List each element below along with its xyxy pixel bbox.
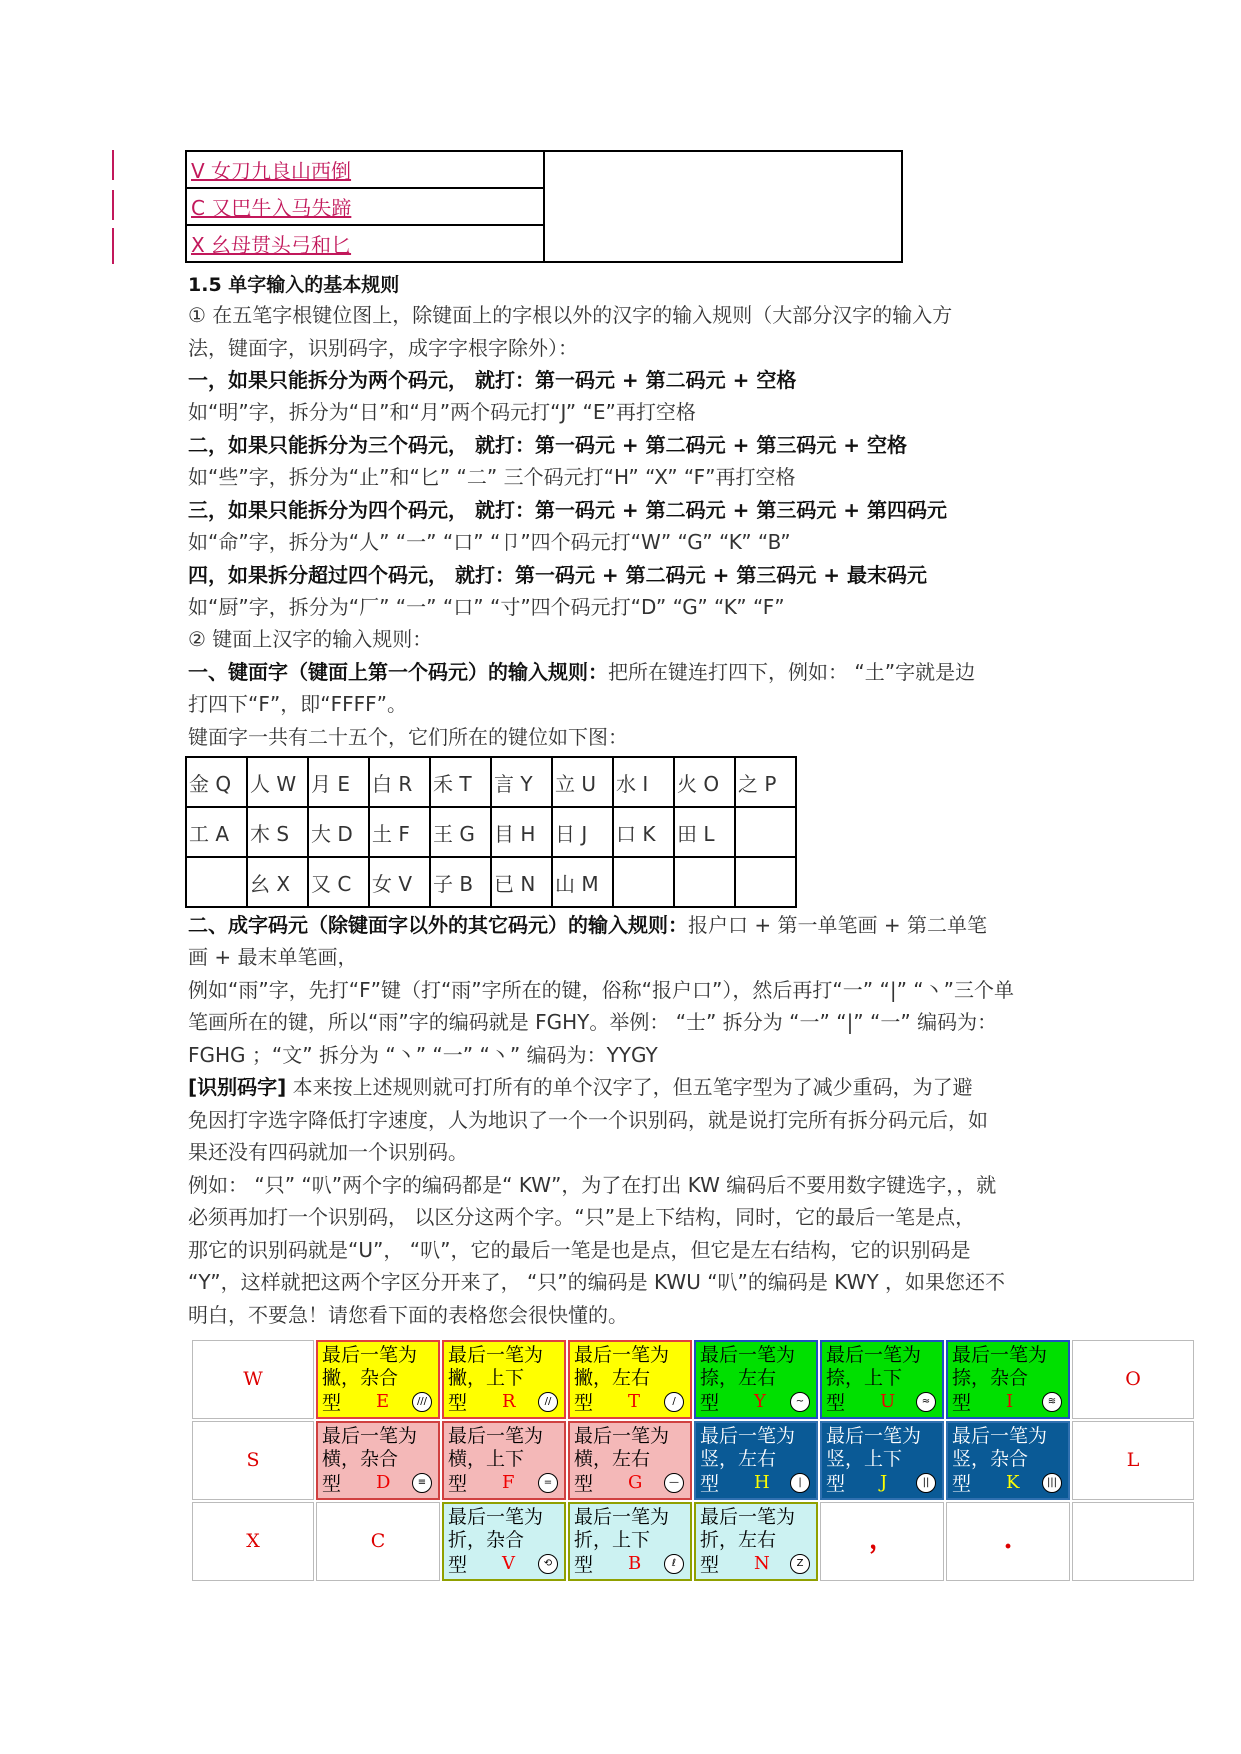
key-cell: 子 B bbox=[430, 857, 491, 907]
stroke-desc-line2: 折，杂合 bbox=[448, 1529, 525, 1551]
key-letter: H bbox=[754, 1472, 770, 1493]
key-label: S bbox=[246, 1449, 260, 1471]
key-label: . bbox=[1003, 1525, 1013, 1555]
stroke-circle-icon: ≋ bbox=[1042, 1392, 1062, 1412]
key-letter: K bbox=[1006, 1472, 1020, 1493]
type-label: 型 bbox=[952, 1392, 972, 1414]
rule-heading: 一，如果只能拆分为两个码元， 就打：第一码元 + 第二码元 + 空格 bbox=[188, 368, 797, 392]
key-cell bbox=[186, 857, 247, 907]
key-label: L bbox=[1126, 1449, 1140, 1471]
stroke-desc-line2: 横，左右 bbox=[574, 1448, 651, 1470]
stroke-circle-icon: ≡ bbox=[412, 1473, 432, 1493]
stroke-type-cell bbox=[946, 1340, 1070, 1419]
rule-heading: 二，如果只能拆分为三个码元， 就打：第一码元 + 第二码元 + 第三码元 + 空格 bbox=[188, 433, 908, 457]
key-cell: 日 J bbox=[552, 807, 613, 857]
key-label: C bbox=[370, 1530, 386, 1552]
key-label: W bbox=[243, 1368, 263, 1390]
key-cell: 女 V bbox=[369, 857, 430, 907]
stroke-desc-line1: 最后一笔为 bbox=[952, 1425, 1048, 1447]
mnemonic-link-x[interactable]: X 幺母贯头弓和匕 bbox=[191, 233, 352, 257]
table-cell bbox=[186, 225, 544, 262]
paragraph-line: “Y”，这样就把这两个字区分开来了， “只”的编码是 KWU “叭”的编码是 KWY ，如果您还不 bbox=[188, 1270, 1006, 1294]
stroke-type-cell bbox=[568, 1502, 692, 1581]
stroke-type-cell bbox=[316, 1421, 440, 1500]
key-cell: 田 L bbox=[674, 807, 735, 857]
type-label: 型 bbox=[700, 1392, 720, 1414]
punctuation-key-cell bbox=[946, 1502, 1070, 1581]
key-letter: E bbox=[376, 1391, 390, 1412]
key-label-cell bbox=[316, 1502, 440, 1581]
stroke-desc-line1: 最后一笔为 bbox=[322, 1425, 418, 1447]
key-cell: 金 Q bbox=[186, 757, 247, 807]
stroke-desc-line1: 最后一笔为 bbox=[448, 1344, 544, 1366]
key-cell bbox=[674, 857, 735, 907]
key-letter: J bbox=[880, 1472, 888, 1493]
paragraph-line: ① 在五笔字根键位图上，除键面上的字根以外的汉字的输入规则（大部分汉字的输入方 bbox=[188, 303, 953, 327]
stroke-desc-line2: 捺，杂合 bbox=[952, 1367, 1029, 1389]
key-label-cell bbox=[1072, 1502, 1194, 1581]
stroke-desc-line1: 最后一笔为 bbox=[700, 1344, 796, 1366]
identification-code-table bbox=[190, 1338, 1196, 1583]
stroke-desc-line2: 横，上下 bbox=[448, 1448, 525, 1470]
paragraph-line: 例如“雨”字，先打“F”键（打“雨”字所在的键，俗称“报户口”），然后再打“一” “|” “丶”三个单 bbox=[188, 978, 1015, 1002]
stroke-desc-line2: 撇，左右 bbox=[574, 1367, 651, 1389]
key-letter: R bbox=[502, 1391, 516, 1412]
key-cell: 人 W bbox=[247, 757, 308, 807]
stroke-type-cell bbox=[694, 1340, 818, 1419]
keyface-char-table bbox=[185, 756, 797, 908]
key-cell: 口 K bbox=[613, 807, 674, 857]
paragraph-line: FGHG ；“文” 拆分为 “丶” “一” “丶” 编码为：YYGY bbox=[188, 1043, 658, 1067]
key-cell: 之 P bbox=[735, 757, 796, 807]
key-cell: 禾 T bbox=[430, 757, 491, 807]
table-cell bbox=[186, 188, 544, 225]
key-cell: 土 F bbox=[369, 807, 430, 857]
key-cell bbox=[735, 807, 796, 857]
radical-mnemonic-table bbox=[185, 150, 903, 263]
type-label: 型 bbox=[322, 1473, 342, 1495]
shibie-heading: [识别码字] bbox=[188, 1075, 287, 1099]
paragraph-line bbox=[188, 1072, 973, 1102]
key-label: O bbox=[1125, 1368, 1141, 1390]
key-cell: 火 O bbox=[674, 757, 735, 807]
key-cell: 言 Y bbox=[491, 757, 552, 807]
stroke-circle-icon: ⟲ bbox=[538, 1554, 558, 1574]
key-letter: I bbox=[1006, 1391, 1014, 1412]
key-letter: B bbox=[628, 1553, 642, 1574]
key-letter: D bbox=[376, 1472, 391, 1493]
type-label: 型 bbox=[700, 1554, 720, 1576]
stroke-desc-line2: 折，左右 bbox=[700, 1529, 777, 1551]
key-label-cell bbox=[1072, 1421, 1194, 1500]
stroke-circle-icon: / bbox=[664, 1392, 684, 1412]
type-label: 型 bbox=[448, 1392, 468, 1414]
mnemonic-link-c[interactable]: C 又巴牛入马失蹄 bbox=[191, 196, 352, 220]
paragraph-line: 必须再加打一个识别码， 以区分这两个字。“只”是上下结构，同时，它的最后一笔是点， bbox=[188, 1205, 976, 1229]
stroke-circle-icon: — bbox=[664, 1473, 684, 1493]
stroke-type-cell bbox=[316, 1340, 440, 1419]
stroke-desc-line1: 最后一笔为 bbox=[826, 1425, 922, 1447]
paragraph-line: 那它的识别码就是“U”， “叭”，它的最后一笔是也是点，但它是左右结构，它的识别码是 bbox=[188, 1238, 971, 1262]
key-label-cell bbox=[192, 1502, 314, 1581]
paragraph-line: 明白，不要急！请您看下面的表格您会很快懂的。 bbox=[188, 1303, 628, 1327]
paragraph-line: 画 + 最末单笔画， bbox=[188, 945, 358, 969]
stroke-desc-line1: 最后一笔为 bbox=[448, 1425, 544, 1447]
type-label: 型 bbox=[574, 1392, 594, 1414]
stroke-desc-line1: 最后一笔为 bbox=[574, 1506, 670, 1528]
rule-heading: 三，如果只能拆分为四个码元， 就打：第一码元 + 第二码元 + 第三码元 + 第四码元 bbox=[188, 498, 948, 522]
key-letter: U bbox=[880, 1391, 896, 1412]
stroke-desc-line2: 竖，上下 bbox=[826, 1448, 903, 1470]
stroke-type-cell bbox=[568, 1340, 692, 1419]
stroke-circle-icon: | bbox=[790, 1473, 810, 1493]
stroke-circle-icon: ||| bbox=[1042, 1473, 1062, 1493]
stroke-desc-line2: 竖，杂合 bbox=[952, 1448, 1029, 1470]
stroke-type-cell bbox=[442, 1340, 566, 1419]
key-cell: 工 A bbox=[186, 807, 247, 857]
stroke-circle-icon: /// bbox=[412, 1392, 432, 1412]
stroke-desc-line1: 最后一笔为 bbox=[700, 1506, 796, 1528]
stroke-desc-line1: 最后一笔为 bbox=[322, 1344, 418, 1366]
key-cell: 月 E bbox=[308, 757, 369, 807]
paragraph-line: 打四下“F”，即“FFFF”。 bbox=[188, 692, 407, 716]
stroke-type-cell bbox=[694, 1421, 818, 1500]
paragraph-line: 键面字一共有二十五个，它们所在的键位如下图： bbox=[188, 725, 628, 749]
stroke-type-cell bbox=[568, 1421, 692, 1500]
rule-example: 如“命”字，拆分为“人” “一” “口” “卩”四个码元打“W” “G” “K” “B” bbox=[188, 530, 791, 554]
type-label: 型 bbox=[448, 1473, 468, 1495]
rule-example: 如“明”字，拆分为“日”和“月”两个码元打“J” “E”再打空格 bbox=[188, 400, 696, 424]
paragraph-line: 法，键面字，识别码字，成字字根字除外）： bbox=[188, 336, 578, 360]
stroke-desc-line1: 最后一笔为 bbox=[826, 1344, 922, 1366]
paragraph-line: 笔画所在的键，所以“雨”字的编码就是 FGHY。举例： “士” 拆分为 “一” “|” “一” 编码为： bbox=[188, 1010, 998, 1034]
table-cell-empty bbox=[544, 151, 902, 262]
change-bar bbox=[112, 150, 114, 180]
key-cell: 又 C bbox=[308, 857, 369, 907]
paragraph-line: 果还没有四码就加一个识别码。 bbox=[188, 1140, 468, 1164]
key-label: ， bbox=[868, 1525, 895, 1555]
rule-example: 如“些”字，拆分为“止”和“匕” “二” 三个码元打“H” “X” “F”再打空格 bbox=[188, 465, 796, 489]
stroke-desc-line2: 竖，左右 bbox=[700, 1448, 777, 1470]
mnemonic-link-v[interactable]: V 女刀九良山西倒 bbox=[191, 159, 352, 183]
paragraph-line bbox=[188, 910, 987, 940]
table-cell bbox=[186, 151, 544, 188]
type-label: 型 bbox=[574, 1554, 594, 1576]
stroke-type-cell bbox=[946, 1421, 1070, 1500]
shibie-text: 本来按上述规则就可打所有的单个汉字了，但五笔字型为了减少重码，为了避 bbox=[286, 1075, 973, 1099]
paragraph-line bbox=[188, 657, 975, 687]
type-label: 型 bbox=[322, 1392, 342, 1414]
key-cell: 王 G bbox=[430, 807, 491, 857]
stroke-circle-icon: Z bbox=[790, 1554, 810, 1574]
stroke-desc-line2: 撇，杂合 bbox=[322, 1367, 399, 1389]
stroke-desc-line2: 捺，左右 bbox=[700, 1367, 777, 1389]
key-cell: 白 R bbox=[369, 757, 430, 807]
key-cell bbox=[613, 857, 674, 907]
type-label: 型 bbox=[700, 1473, 720, 1495]
section-title: 1.5 单字输入的基本规则 bbox=[188, 274, 400, 296]
stroke-type-cell bbox=[442, 1502, 566, 1581]
stroke-desc-line1: 最后一笔为 bbox=[574, 1425, 670, 1447]
key-cell bbox=[735, 857, 796, 907]
stroke-circle-icon: // bbox=[538, 1392, 558, 1412]
key-letter: G bbox=[628, 1472, 643, 1493]
stroke-circle-icon: = bbox=[538, 1473, 558, 1493]
key-cell: 水 I bbox=[613, 757, 674, 807]
paragraph-heading: ② 键面上汉字的输入规则： bbox=[188, 627, 433, 651]
punctuation-key-cell bbox=[820, 1502, 944, 1581]
keyface-heading: 一、键面字（键面上第一个码元）的输入规则： bbox=[188, 660, 608, 684]
key-letter: T bbox=[628, 1391, 641, 1412]
type-label: 型 bbox=[826, 1473, 846, 1495]
key-cell: 幺 X bbox=[247, 857, 308, 907]
stroke-circle-icon: ℓ bbox=[664, 1554, 684, 1574]
key-letter: Y bbox=[754, 1391, 766, 1412]
stroke-circle-icon: ~ bbox=[790, 1392, 810, 1412]
key-label: X bbox=[246, 1530, 260, 1552]
type-label: 型 bbox=[826, 1392, 846, 1414]
stroke-type-cell bbox=[442, 1421, 566, 1500]
change-bar bbox=[112, 190, 114, 220]
key-cell: 木 S bbox=[247, 807, 308, 857]
change-bar bbox=[112, 228, 114, 264]
paragraph-line: 免因打字选字降低打字速度，人为地识了一个一个识别码，就是说打完所有拆分码元后，如 bbox=[188, 1108, 988, 1132]
type-label: 型 bbox=[448, 1554, 468, 1576]
stroke-desc-line2: 折，上下 bbox=[574, 1529, 651, 1551]
key-label-cell bbox=[192, 1340, 314, 1419]
keyface-text: 把所在键连打四下，例如： “土”字就是边 bbox=[608, 660, 976, 684]
stroke-desc-line2: 撇，上下 bbox=[448, 1367, 525, 1389]
rule-example: 如“厨”字，拆分为“厂” “一” “口” “寸”四个码元打“D” “G” “K” “F” bbox=[188, 595, 785, 619]
chengzi-text: 报户口 + 第一单笔画 + 第二单笔 bbox=[688, 913, 987, 937]
key-label-cell bbox=[192, 1421, 314, 1500]
stroke-circle-icon: || bbox=[916, 1473, 936, 1493]
key-letter: F bbox=[502, 1472, 515, 1493]
key-letter: N bbox=[754, 1553, 770, 1574]
stroke-type-cell bbox=[820, 1421, 944, 1500]
key-letter: V bbox=[502, 1553, 515, 1574]
stroke-desc-line1: 最后一笔为 bbox=[574, 1344, 670, 1366]
paragraph-line: 例如： “只” “叭”两个字的编码都是“ KW”，为了在打出 KW 编码后不要用数字键选字，，就 bbox=[188, 1173, 997, 1197]
stroke-circle-icon: ≈ bbox=[916, 1392, 936, 1412]
stroke-desc-line2: 捺，上下 bbox=[826, 1367, 903, 1389]
stroke-type-cell bbox=[694, 1502, 818, 1581]
stroke-desc-line1: 最后一笔为 bbox=[700, 1425, 796, 1447]
stroke-type-cell bbox=[820, 1340, 944, 1419]
stroke-desc-line1: 最后一笔为 bbox=[448, 1506, 544, 1528]
key-cell: 立 U bbox=[552, 757, 613, 807]
chengzi-heading: 二、成字码元（除键面字以外的其它码元）的输入规则： bbox=[188, 913, 688, 937]
key-cell: 目 H bbox=[491, 807, 552, 857]
stroke-desc-line2: 横，杂合 bbox=[322, 1448, 399, 1470]
key-cell: 山 M bbox=[552, 857, 613, 907]
key-label-cell bbox=[1072, 1340, 1194, 1419]
type-label: 型 bbox=[952, 1473, 972, 1495]
stroke-desc-line1: 最后一笔为 bbox=[952, 1344, 1048, 1366]
type-label: 型 bbox=[574, 1473, 594, 1495]
key-cell: 已 N bbox=[491, 857, 552, 907]
key-cell: 大 D bbox=[308, 807, 369, 857]
rule-heading: 四，如果拆分超过四个码元， 就打：第一码元 + 第二码元 + 第三码元 + 最末码元 bbox=[188, 563, 928, 587]
